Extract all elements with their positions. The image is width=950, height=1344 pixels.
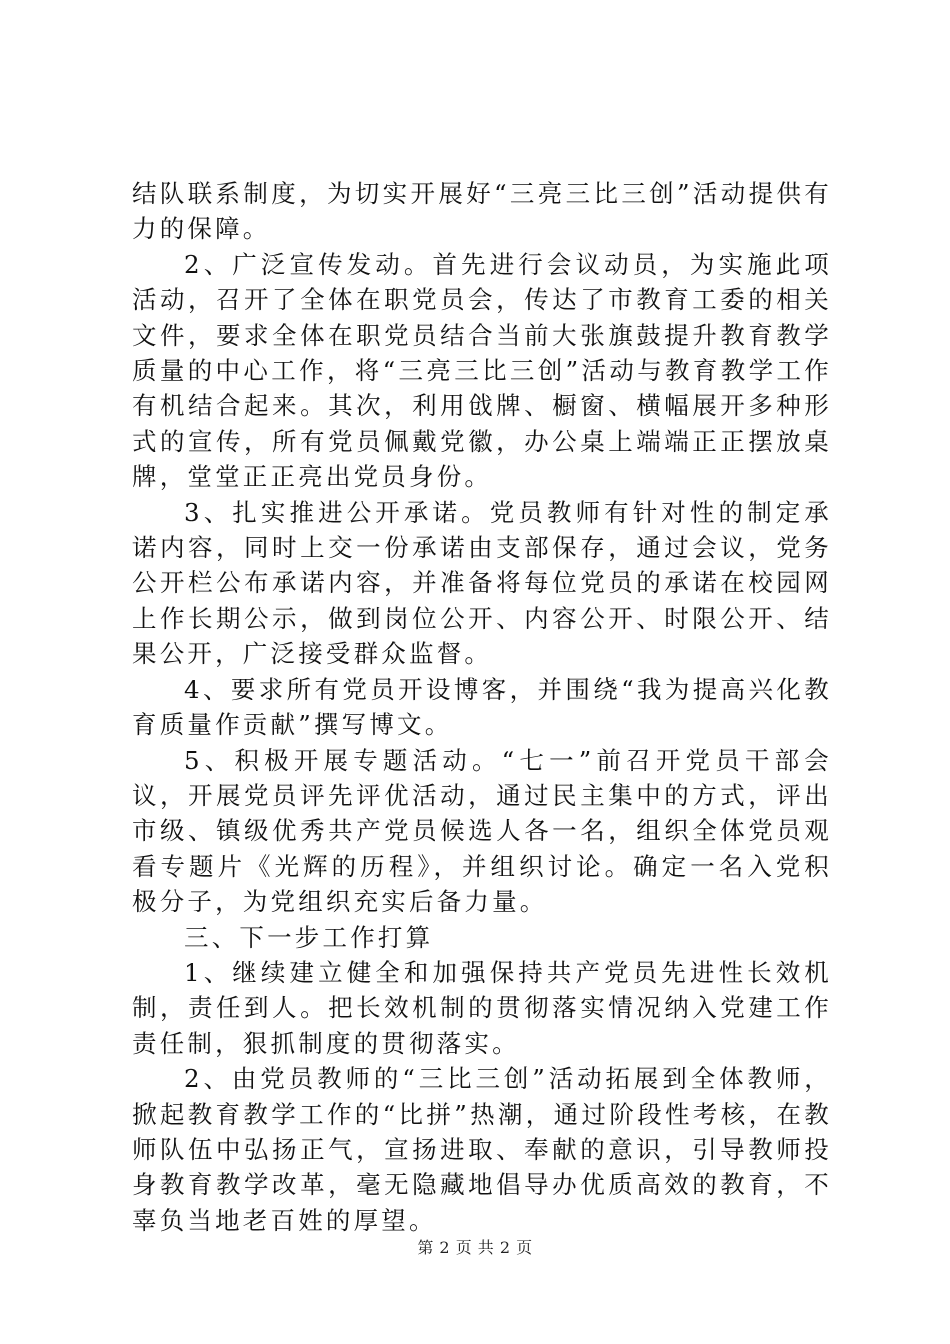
- page-number-footer: 第 2 页 共 2 页: [417, 1238, 533, 1257]
- paragraph-publicity: 2、广泛宣传发动。首先进行会议动员，为实施此项活动，召开了全体在职党员会，传达了市教育工委的相关文件，要求全体在职党员结合当前大张旗鼓提升教育教学质量的中心工作，将“三亮三比三创”活动与教育教学工作有机结合起来。其次，利用戗牌、橱窗、横幅展开多种形式的宣传，所有党员佩戴党徽，办公桌上端端正正摆放桌牌，堂堂正正亮出党员身份。: [132, 249, 832, 492]
- paragraph-expand-to-all-teachers: 2、由党员教师的“三比三创”活动拓展到全体教师，掀起教育教学工作的“比拼”热潮，通过阶段性考核，在教师队伍中弘扬正气，宣扬进取、奉献的意识，引导教师投身教育教学改革，毫无隐藏地倡导办优质高效的教育，不辜负当地老百姓的厚望。: [132, 1064, 832, 1235]
- paragraph-long-term-mechanism: 1、继续建立健全和加强保持共产党员先进性长效机制，责任到人。把长效机制的贯彻落实情况纳入党建工作责任制，狠抓制度的贯彻落实。: [132, 957, 832, 1058]
- document-body: [132, 176, 832, 1238]
- paragraph-special-activities: 5、积极开展专题活动。“七一”前召开党员干部会议，开展党员评先评优活动，通过民主集中的方式，评出市级、镇级优秀共产党员候选人各一名，组织全体党员观看专题片《光辉的历程》，并组织讨论。确定一名入党积极分子，为党组织充实后备力量。: [132, 745, 832, 917]
- section-heading-next-steps: 三、下一步工作打算: [184, 922, 434, 952]
- paragraph-continuation: 结队联系制度，为切实开展好“三亮三比三创”活动提供有力的保障。: [132, 179, 832, 244]
- paragraph-public-commitment: 3、扎实推进公开承诺。党员教师有针对性的制定承诺内容，同时上交一份承诺由支部保存，通过会议，党务公开栏公布承诺内容，并准备将每位党员的承诺在校园网上作长期公示，做到岗位公开、内容公开、时限公开、结果公开，广泛接受群众监督。: [132, 497, 832, 669]
- paragraph-blogs: 4、要求所有党员开设博客，并围绕“我为提高兴化教育质量作贡献”撰写博文。: [132, 674, 832, 740]
